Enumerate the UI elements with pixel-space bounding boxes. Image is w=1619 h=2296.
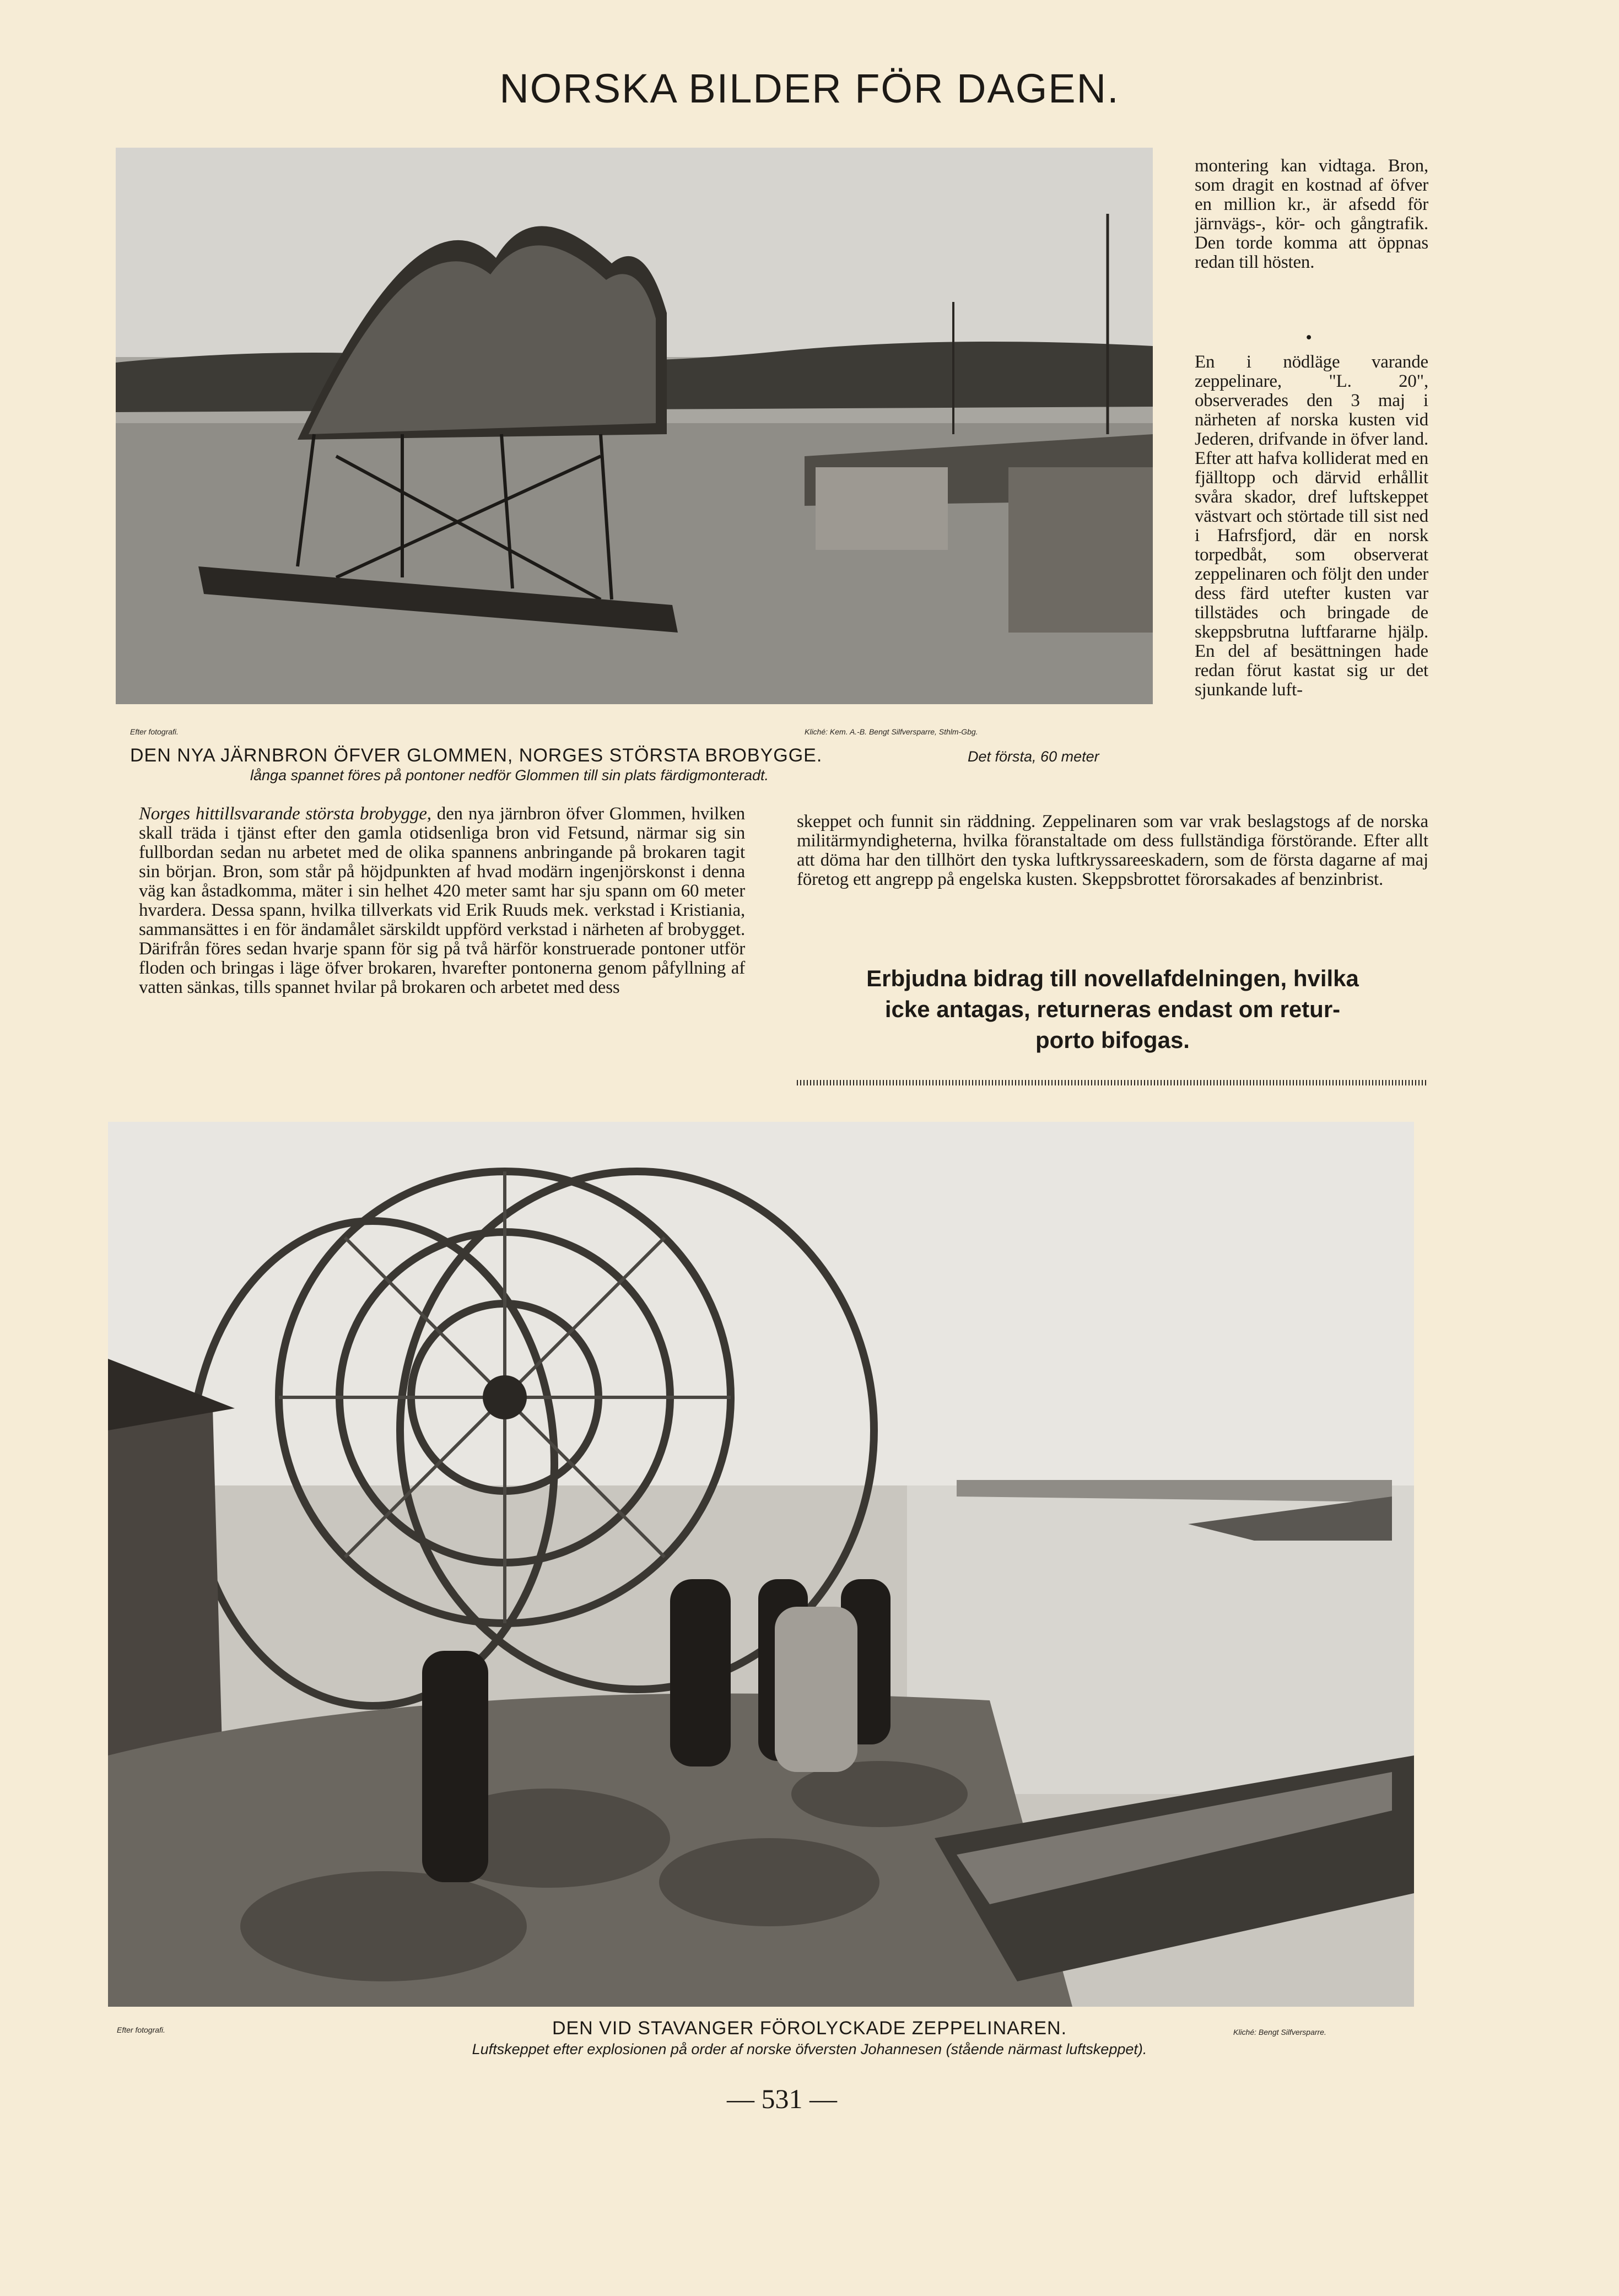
right-column-separator: •	[1305, 328, 1312, 348]
notice-line-1: Erbjudna bidrag till novellafdelningen, hvilka	[866, 965, 1359, 991]
right-column-text-2: En i nödläge varande zeppelinare, "L. 20", observerades den 3 maj i närheten af norska kusten vid Jederen, drifvande in öfver land. Efter att hafva kolliderat med en fjälltopp och därvid erhållit svåra skador, dref luftskeppet västvart och störtade till sist ned i Hafrsfjord, där en norsk torpedbåt, som observerat zeppelinaren och följt den under dess färd utefter kusten var tillstädes och bringade de skeppsbrutna luftfararne hjälp. En del af besättningen hade redan förut kastat sig ur det sjunkande luft-	[1195, 352, 1428, 700]
left-column-text	[139, 804, 745, 997]
notice-divider	[797, 1080, 1428, 1085]
notice-line-2: icke antagas, returneras endast om retur-	[884, 996, 1341, 1022]
left-column-body: den nya järnbron öfver Glommen, hvilken skall träda i tjänst efter den gamla otidsenliga bron vid Fetsund, närmar sig sin fullbordan sedan nu arbetet med de olika spannens anbringande på brokaren tagit sin början. Bron, som står på höjdpunkten af hvad modärn ingenjörskonst i denna väg kan åstadkomma, mäter i sin helhet 420 meter samt har sju spann om 60 meter hvardera. Dessa spann, hvilka tillverkats vid Erik Ruuds mek. verkstad i Kristiania, sammansättes i en för ändamålet särskildt uppförd verkstad i närheten af brobygget. Därifrån föres sedan hvarje spann för sig på två härför konstruerade pontoner utför floden och bringas i läge öfver brokaren, hvarefter pontonerna genom påfyllning af vatten sänkas, tills spannet hvilar på brokaren och arbetet med dess	[139, 804, 745, 997]
photo-credit-right: Kliché: Kem. A.-B. Bengt Silfversparre, Sthlm-Gbg.	[805, 727, 978, 736]
zeppelin-photo	[108, 1122, 1414, 2007]
notice-line-3: porto bifogas.	[1035, 1027, 1190, 1053]
photo-credit-left: Efter fotografi.	[117, 2025, 165, 2034]
photo-credit-left: Efter fotografi.	[130, 727, 179, 736]
page-title: NORSKA BILDER FÖR DAGEN.	[499, 66, 1120, 111]
zeppelin-caption: DEN VID STAVANGER FÖROLYCKADE ZEPPELINAREN.	[552, 2018, 1067, 2039]
submission-notice	[797, 963, 1428, 1056]
bridge-caption-cont: Det första, 60 meter	[968, 748, 1099, 765]
middle-column-text: skeppet och funnit sin räddning. Zeppelinaren som var vrak beslagstogs af de norska militärmyndigheterna, hvilka föranstaltade om dess fullständiga förstörande. Efter allt att döma har den tillhört den tyska luftkryssareeskadern, som de första dagarne af maj företog ett angrepp på engelska kusten. Skeppsbrottet förorsakades af benzinbrist.	[797, 812, 1428, 889]
bridge-caption-sub: långa spannet föres på pontoner nedför Glommen till sin plats färdigmonteradt.	[250, 767, 769, 784]
bridge-photo	[116, 148, 1153, 704]
photo-credit-right: Kliché: Bengt Silfversparre.	[1233, 2028, 1326, 2036]
zeppelin-caption-sub: Luftskeppet efter explosionen på order af norske öfversten Johannesen (stående närmast luftskeppet).	[472, 2041, 1147, 2057]
bridge-caption: DEN NYA JÄRNBRON ÖFVER GLOMMEN, NORGES STÖRSTA BROBYGGE.	[130, 745, 823, 766]
page-number: — 531 —	[727, 2083, 837, 2114]
right-column-text-1: montering kan vidtaga. Bron, som dragit en kostnad af öfver en million kr., är afsedd för järnvägs-, kör- och gångtrafik. Den torde komma att öppnas redan till hösten.	[1195, 156, 1428, 272]
left-column-lead: Norges hittillsvarande största brobygge,	[139, 804, 431, 824]
